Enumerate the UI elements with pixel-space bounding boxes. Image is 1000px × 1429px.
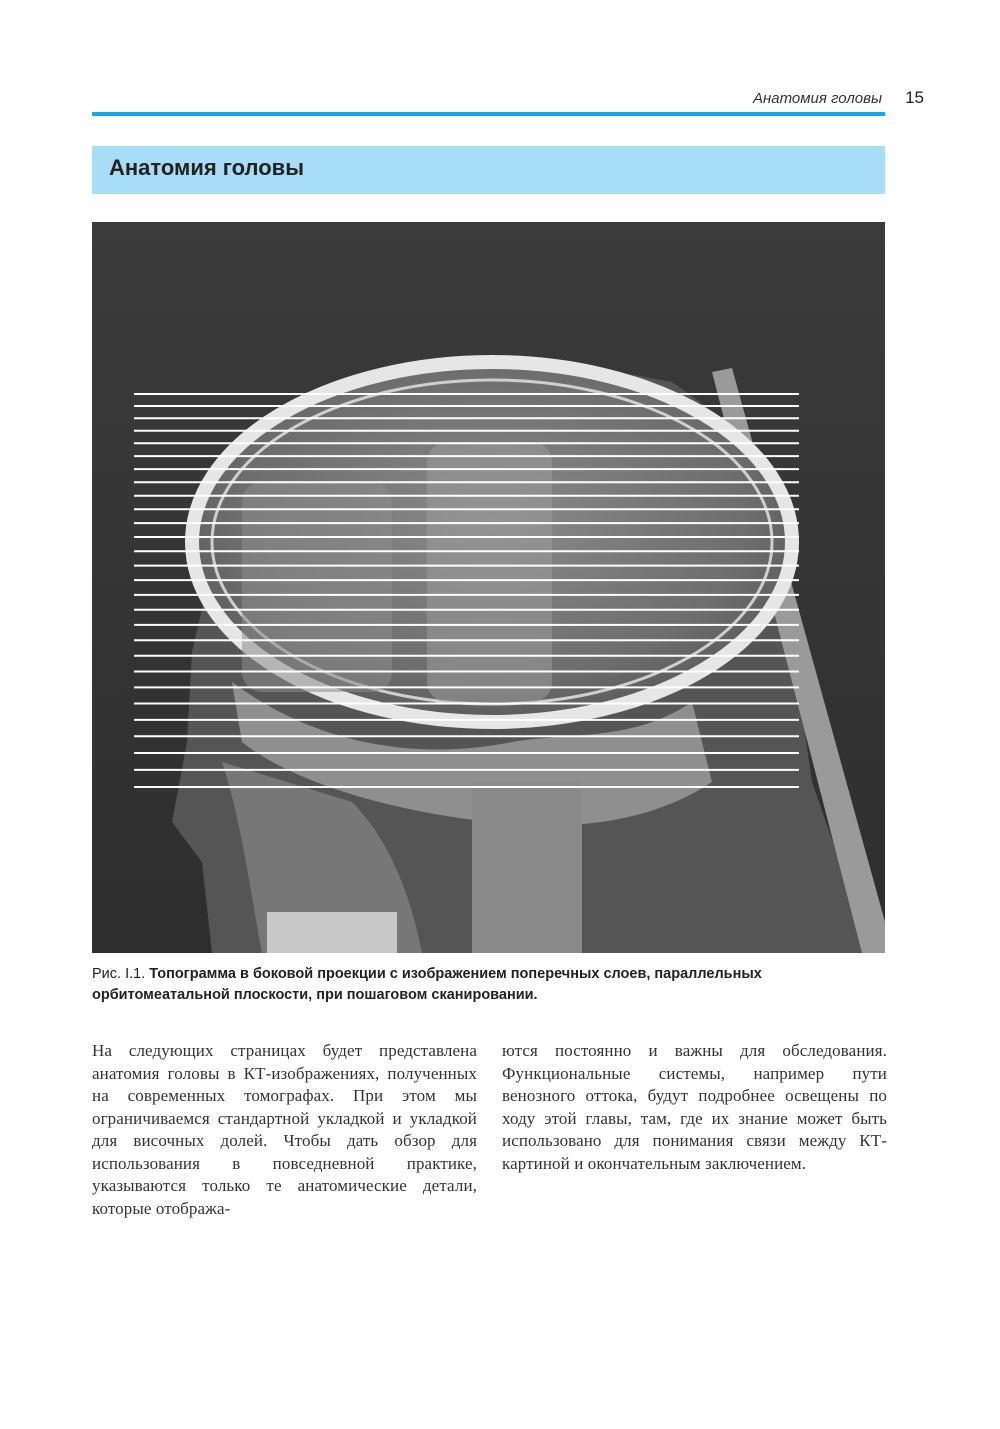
header-rule: [92, 112, 885, 116]
body-column-right: ются постоянно и важны для обследования. Функциональные системы, например пути венозного оттока, будут подробнее освещены по ходу этой главы, там, где их знание может быть использовано для понимания связи между КТ-картиной и окончательным заключением.: [502, 1041, 887, 1173]
section-banner: [92, 146, 885, 194]
figure-caption: [92, 964, 888, 1006]
running-head: [92, 88, 928, 110]
cervical-spine: [472, 782, 582, 953]
pad-center: [427, 442, 552, 702]
section-title: Анатомия головы: [109, 155, 304, 180]
page-number: 15: [905, 88, 924, 107]
caption-text: Топограмма в боковой проекции с изображением поперечных слоев, параллельных орбитомеатальной плоскости, при пошаговом сканировании.: [92, 966, 762, 1003]
ct-topogram-figure: [92, 222, 885, 953]
ct-topogram-image: [92, 222, 885, 953]
teeth: [267, 912, 397, 953]
running-title: Анатомия головы: [753, 90, 882, 107]
body-column-left: На следующих страницах будет представлена анатомия головы в КТ-изображениях, полученных на современных томографах. При этом мы ограничиваемся стандартной укладкой и укладкой для височных долей. Чтобы дать обзор для использования в повседневной практике, указываются только те анатомические детали, которые отобража-: [92, 1041, 477, 1218]
caption-label: Рис. I.1.: [92, 966, 146, 982]
pad-left: [242, 482, 392, 692]
